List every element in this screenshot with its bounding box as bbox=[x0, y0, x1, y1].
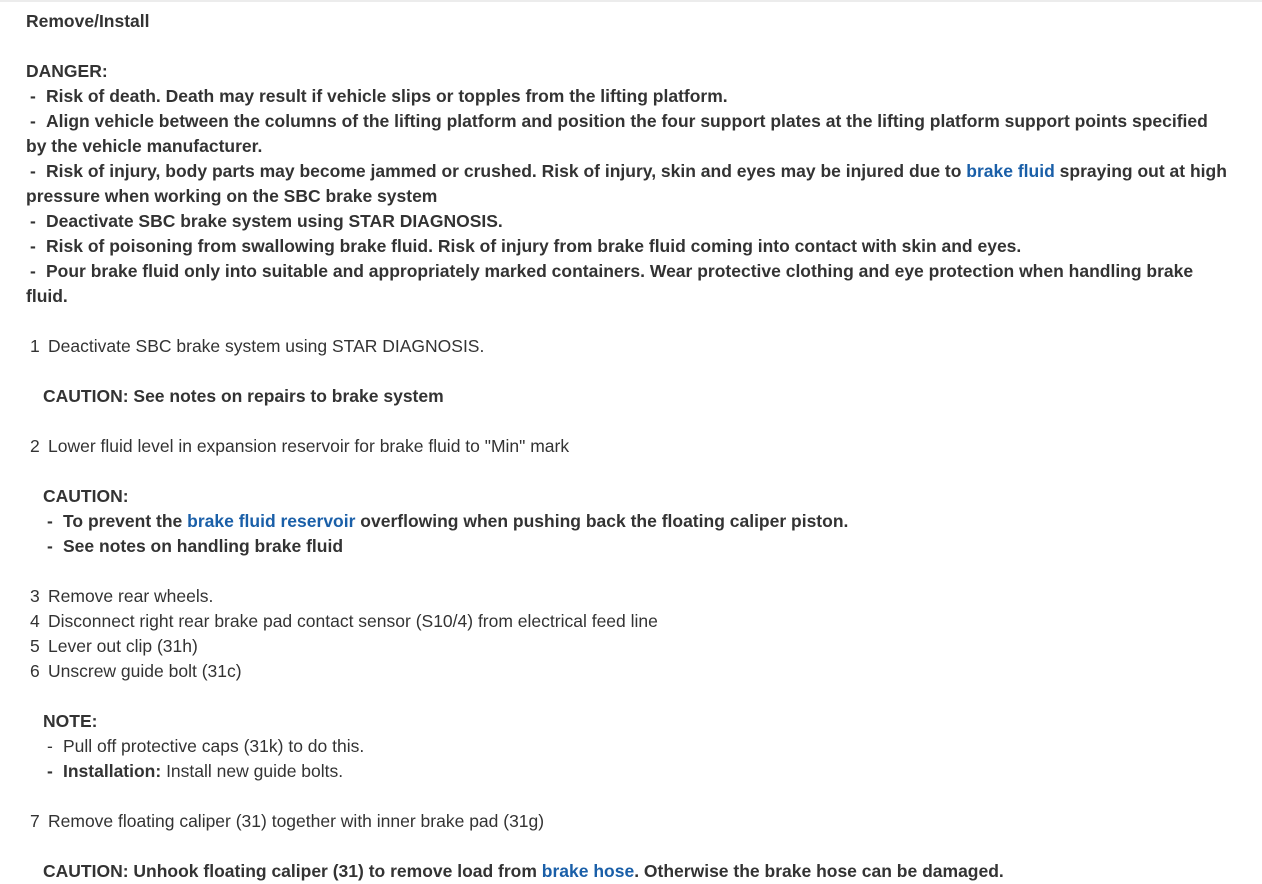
step-4: 4 Disconnect right rear brake pad contact sensor (S10/4) from electrical feed line bbox=[30, 611, 658, 631]
step-3: 3 Remove rear wheels. bbox=[30, 586, 214, 606]
caution-repairs: CAUTION: See notes on repairs to brake system bbox=[43, 386, 444, 406]
caution-brake-hose: CAUTION: Unhook floating caliper (31) to remove load from brake hose. Otherwise the brake hose can be damaged. bbox=[43, 861, 1004, 881]
brake-hose-link[interactable]: brake hose bbox=[541, 861, 635, 881]
note-item: - Pull off protective caps (31k) to do this. bbox=[47, 736, 365, 756]
danger-item: - Risk of injury, body parts may become jammed or crushed. Risk of injury, skin and eyes may be injured due to brake fluid spraying out at high pressure when working on the SBC brake system bbox=[26, 161, 1227, 206]
caution-item: - To prevent the brake fluid reservoir overflowing when pushing back the floating caliper piston. bbox=[47, 511, 849, 531]
page-title: Remove/Install bbox=[26, 11, 150, 31]
step-7: 7 Remove floating caliper (31) together with inner brake pad (31g) bbox=[30, 811, 545, 831]
procedure-document bbox=[26, 9, 1232, 884]
danger-item: - Pour brake fluid only into suitable and appropriately marked containers. Wear protective clothing and eye protection when handling brake fluid. bbox=[26, 261, 1194, 306]
caution-heading: CAUTION: bbox=[43, 486, 129, 506]
step-1: 1 Deactivate SBC brake system using STAR DIAGNOSIS. bbox=[30, 336, 485, 356]
danger-item: - Deactivate SBC brake system using STAR DIAGNOSIS. bbox=[30, 211, 503, 231]
step-6: 6 Unscrew guide bolt (31c) bbox=[30, 661, 242, 681]
danger-item: - Align vehicle between the columns of the lifting platform and position the four support plates at the lifting platform support points specified by the vehicle manufacturer. bbox=[26, 111, 1208, 156]
note-item: - Installation: Install new guide bolts. bbox=[47, 761, 344, 781]
brake-fluid-link[interactable]: brake fluid bbox=[966, 161, 1055, 181]
danger-heading: DANGER: bbox=[26, 61, 108, 81]
danger-item: - Risk of poisoning from swallowing brake fluid. Risk of injury from brake fluid coming into contact with skin and eyes. bbox=[30, 236, 1022, 256]
step-5: 5 Lever out clip (31h) bbox=[30, 636, 198, 656]
brake-fluid-reservoir-link[interactable]: brake fluid reservoir bbox=[187, 511, 356, 531]
danger-item: - Risk of death. Death may result if vehicle slips or topples from the lifting platform. bbox=[30, 86, 728, 106]
caution-item: - See notes on handling brake fluid bbox=[47, 536, 344, 556]
note-heading: NOTE: bbox=[43, 711, 98, 731]
top-divider bbox=[0, 0, 1262, 2]
step-2: 2 Lower fluid level in expansion reservoir for brake fluid to "Min" mark bbox=[30, 436, 570, 456]
